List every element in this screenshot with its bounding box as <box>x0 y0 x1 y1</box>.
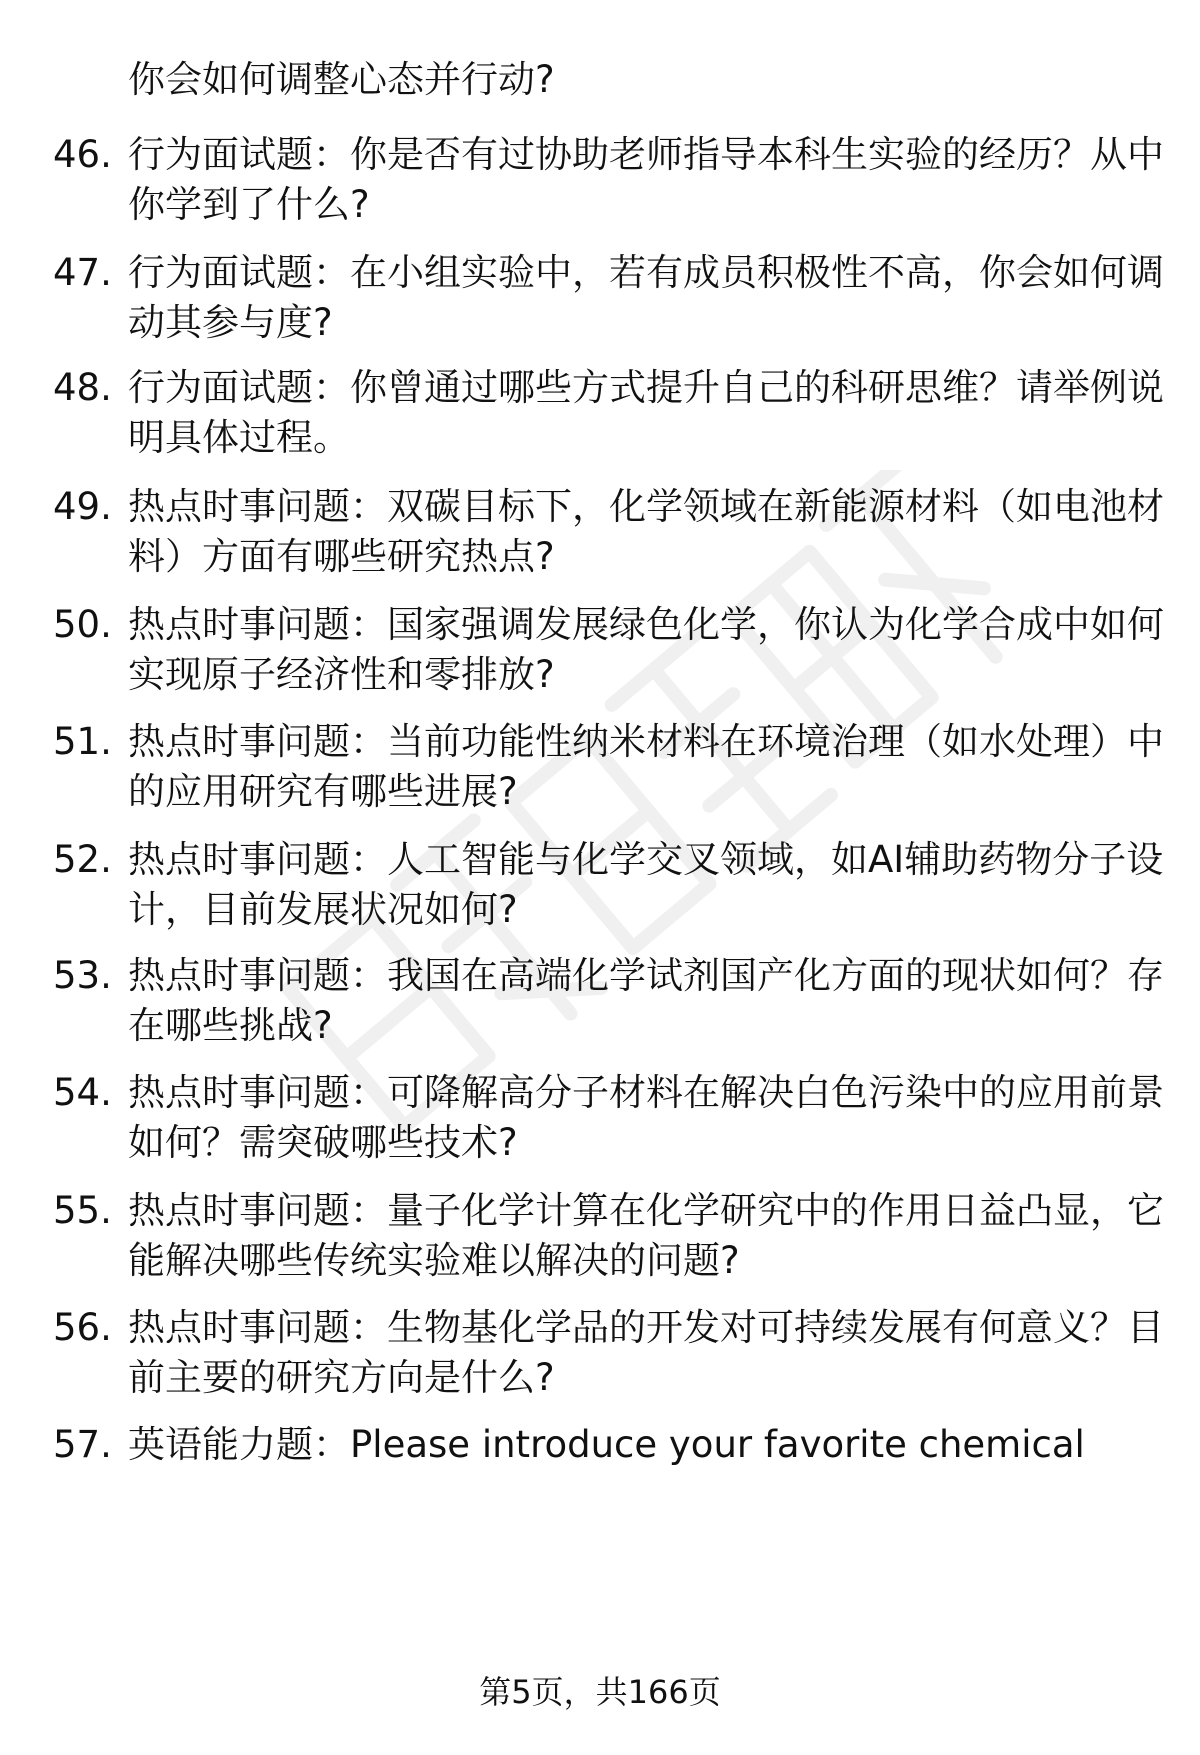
question-text <box>128 835 1188 935</box>
question-text <box>128 951 1188 1051</box>
question-number: 49. <box>53 485 112 528</box>
question-text <box>128 600 1188 700</box>
question-line: 的应用研究有哪些进展? <box>128 770 518 813</box>
question-number: 47. <box>53 251 112 294</box>
question-text <box>128 1068 1188 1168</box>
question-line: 前主要的研究方向是什么? <box>128 1356 555 1399</box>
question-line: 热点时事问题：双碳目标下，化学领域在新能源材料（如电池材 <box>128 485 1164 528</box>
question-number: 50. <box>53 603 112 646</box>
question-number: 52. <box>53 838 112 881</box>
question-text <box>128 363 1188 463</box>
question-line: 如何？需突破哪些技术? <box>128 1121 518 1164</box>
question-line: 热点时事问题：人工智能与化学交叉领域，如AI辅助药物分子设 <box>128 838 1164 881</box>
question-line: 计，目前发展状况如何? <box>128 888 518 931</box>
question-text <box>128 1420 1188 1470</box>
question-line: 英语能力题：Please introduce your favorite chemical <box>128 1423 1085 1466</box>
question-number: 53. <box>53 954 112 997</box>
question-line: 实现原子经济性和零排放? <box>128 653 555 696</box>
question-line: 行为面试题：在小组实验中，若有成员积极性不高，你会如何调 <box>128 251 1164 294</box>
page-footer: 第5页，共166页 <box>479 1673 721 1711</box>
question-line: 料）方面有哪些研究热点? <box>128 535 555 578</box>
question-text <box>128 717 1188 817</box>
question-line: 行为面试题：你曾通过哪些方式提升自己的科研思维？请举例说 <box>128 366 1164 409</box>
question-number: 54. <box>53 1071 112 1114</box>
question-line: 热点时事问题：我国在高端化学试剂国产化方面的现状如何？存 <box>128 954 1164 997</box>
question-line: 明具体过程。 <box>128 416 350 459</box>
question-45-continuation: 你会如何调整心态并行动? <box>128 58 555 101</box>
question-line: 能解决哪些传统实验难以解决的问题? <box>128 1239 740 1282</box>
question-text <box>128 1303 1188 1403</box>
question-text <box>128 130 1188 230</box>
question-number: 48. <box>53 366 112 409</box>
question-line: 热点时事问题：国家强调发展绿色化学，你认为化学合成中如何 <box>128 603 1164 646</box>
question-number: 55. <box>53 1189 112 1232</box>
question-line: 你学到了什么? <box>128 183 370 226</box>
question-line: 动其参与度? <box>128 301 333 344</box>
question-number: 57. <box>53 1423 112 1466</box>
question-line: 热点时事问题：当前功能性纳米材料在环境治理（如水处理）中 <box>128 720 1164 763</box>
question-line: 在哪些挑战? <box>128 1004 333 1047</box>
question-line: 热点时事问题：可降解高分子材料在解决白色污染中的应用前景 <box>128 1071 1164 1114</box>
question-line: 热点时事问题：量子化学计算在化学研究中的作用日益凸显，它 <box>128 1189 1164 1232</box>
question-number: 51. <box>53 720 112 763</box>
question-text <box>128 248 1188 348</box>
question-line: 行为面试题：你是否有过协助老师指导本科生实验的经历？从中 <box>128 133 1164 176</box>
question-text <box>128 1186 1188 1286</box>
question-line: 热点时事问题：生物基化学品的开发对可持续发展有何意义？目 <box>128 1306 1164 1349</box>
question-text <box>128 482 1188 582</box>
question-number: 56. <box>53 1306 112 1349</box>
question-number: 46. <box>53 133 112 176</box>
